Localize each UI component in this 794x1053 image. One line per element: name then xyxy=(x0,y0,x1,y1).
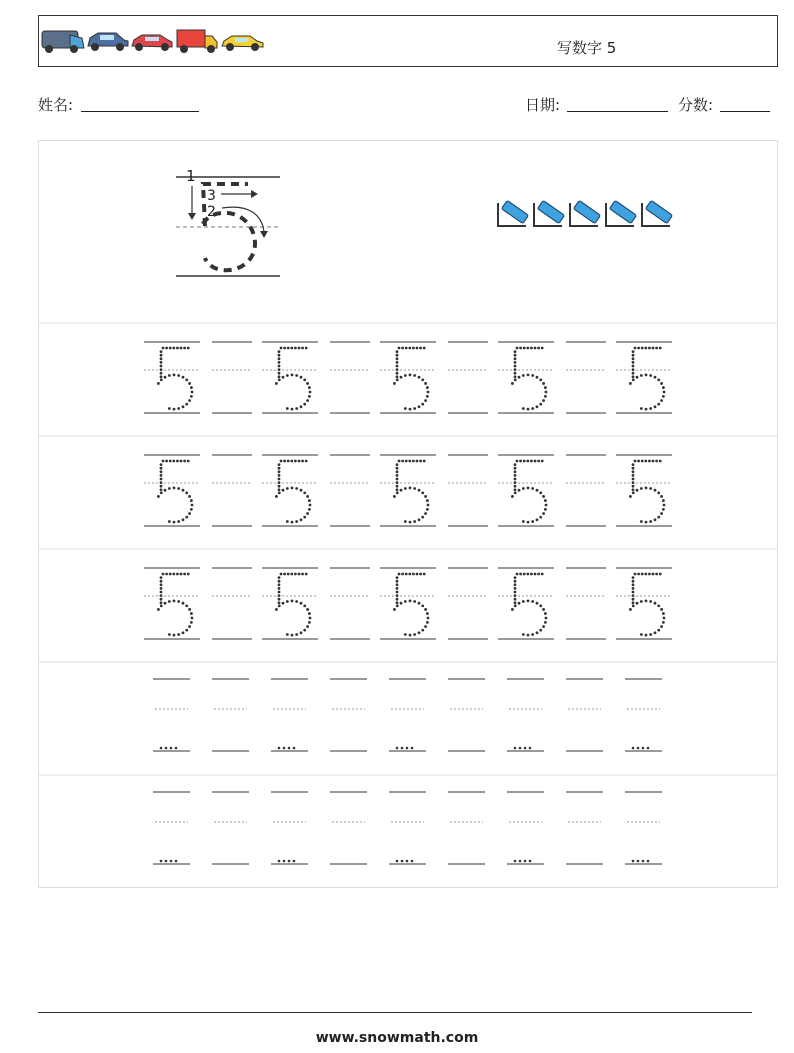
crayon-icon xyxy=(498,200,529,226)
stroke-number-3: 3 xyxy=(207,188,216,204)
write-cell[interactable] xyxy=(448,792,485,864)
write-cell[interactable] xyxy=(625,679,662,751)
score-label: 分数: xyxy=(678,96,714,114)
write-cell[interactable] xyxy=(212,679,249,751)
traced-row xyxy=(144,455,672,526)
write-cell[interactable] xyxy=(271,679,308,751)
traced-row xyxy=(144,568,672,639)
blank-cell[interactable] xyxy=(212,455,252,526)
blank-cell[interactable] xyxy=(566,342,606,413)
blank-cell[interactable] xyxy=(212,568,252,639)
blank-row xyxy=(153,792,662,864)
date-label: 日期: xyxy=(525,96,561,114)
trace-cell[interactable] xyxy=(616,342,672,413)
trace-cell[interactable] xyxy=(380,568,436,639)
trace-cell[interactable] xyxy=(144,342,200,413)
write-cell[interactable] xyxy=(389,679,426,751)
write-cell[interactable] xyxy=(566,679,603,751)
write-cell[interactable] xyxy=(330,679,367,751)
stroke-number-2: 2 xyxy=(207,204,216,220)
blank-row xyxy=(153,679,662,751)
blank-cell[interactable] xyxy=(448,455,488,526)
trace-cell[interactable] xyxy=(498,342,554,413)
trace-cell[interactable] xyxy=(498,455,554,526)
crayon-icon xyxy=(642,200,673,226)
name-label: 姓名: xyxy=(38,96,74,114)
trace-cell[interactable] xyxy=(380,342,436,413)
blank-cell[interactable] xyxy=(330,455,370,526)
write-cell[interactable] xyxy=(566,792,603,864)
write-cell[interactable] xyxy=(448,679,485,751)
crayon-icon xyxy=(570,200,601,226)
traced-row xyxy=(144,342,672,413)
trace-cell[interactable] xyxy=(262,455,318,526)
write-cell[interactable] xyxy=(330,792,367,864)
trace-cell[interactable] xyxy=(616,568,672,639)
trace-cell[interactable] xyxy=(262,342,318,413)
blank-cell[interactable] xyxy=(448,342,488,413)
crayon-icons xyxy=(0,0,794,330)
write-cell[interactable] xyxy=(153,792,190,864)
footer-divider xyxy=(38,1012,752,1013)
trace-cell[interactable] xyxy=(262,568,318,639)
trace-cell[interactable] xyxy=(380,455,436,526)
blank-cell[interactable] xyxy=(330,568,370,639)
blank-cell[interactable] xyxy=(330,342,370,413)
crayon-icon xyxy=(534,200,565,226)
write-cell[interactable] xyxy=(625,792,662,864)
trace-cell[interactable] xyxy=(144,568,200,639)
write-cell[interactable] xyxy=(507,792,544,864)
blank-cell[interactable] xyxy=(448,568,488,639)
trace-cell[interactable] xyxy=(498,568,554,639)
write-cell[interactable] xyxy=(212,792,249,864)
blank-cell[interactable] xyxy=(566,455,606,526)
stroke-number-1: 1 xyxy=(186,167,196,185)
blank-cell[interactable] xyxy=(566,568,606,639)
write-cell[interactable] xyxy=(271,792,308,864)
write-cell[interactable] xyxy=(389,792,426,864)
write-cell[interactable] xyxy=(507,679,544,751)
crayon-icon xyxy=(606,200,637,226)
worksheet-title: 写数字 5 xyxy=(557,39,617,57)
write-cell[interactable] xyxy=(153,679,190,751)
trace-cell[interactable] xyxy=(616,455,672,526)
blank-cell[interactable] xyxy=(212,342,252,413)
footer-url: www.snowmath.com xyxy=(315,1030,479,1046)
trace-cell[interactable] xyxy=(144,455,200,526)
